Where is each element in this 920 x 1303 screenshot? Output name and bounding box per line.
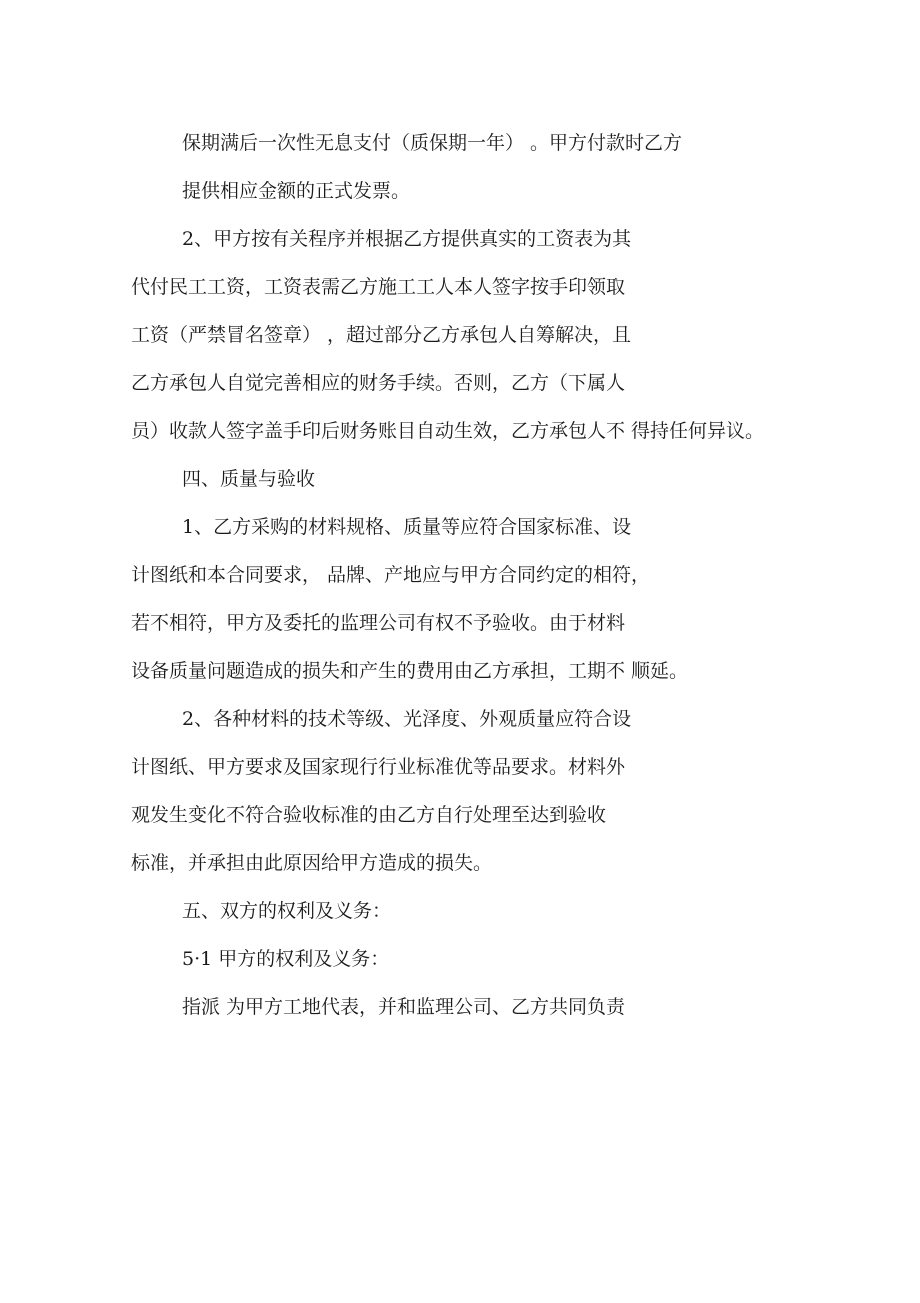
- text-line: 提供相应金额的正式发票。: [182, 180, 411, 202]
- text-line: 观发生变化不符合验收标准的由乙方自行处理至达到验收: [131, 804, 607, 826]
- text-line: 保期满后一次性无息支付（质保期一年） 。甲方付款时乙方: [182, 132, 683, 154]
- text-line: 计图纸和本合同要求， 品牌、产地应与甲方合同约定的相符，: [131, 564, 651, 586]
- clause-2-start: 2、甲方按有关程序并根据乙方提供真实的工资表为其: [182, 228, 632, 250]
- text-line: 指派 为甲方工地代表，并和监理公司、乙方共同负责: [182, 996, 626, 1018]
- subsection-heading-5-1: 5·1 甲方的权利及义务：: [182, 948, 390, 970]
- text-line: 员）收款人签字盖手印后财务账目自动生效，乙方承包人不 得持任何异议。: [131, 420, 765, 442]
- text-line: 计图纸、甲方要求及国家现行行业标准优等品要求。材料外: [131, 756, 626, 778]
- clause-2-start: 2、各种材料的技术等级、光泽度、外观质量应符合设: [182, 708, 632, 730]
- section-heading-quality: 四、质量与验收: [182, 468, 316, 490]
- text-line: 设备质量问题造成的损失和产生的费用由乙方承担，工期不 顺延。: [131, 660, 689, 682]
- text-line: 乙方承包人自觉完善相应的财务手续。否则，乙方（下属人: [131, 372, 626, 394]
- text-line: 工资（严禁冒名签章） ，超过部分乙方承包人自筹解决，且: [131, 324, 632, 346]
- text-line: 若不相符，甲方及委托的监理公司有权不予验收。由于材料: [131, 612, 626, 634]
- text-line: 代付民工工资，工资表需乙方施工工人本人签字按手印领取: [131, 276, 626, 298]
- text-line: 标准，并承担由此原因给甲方造成的损失。: [131, 852, 493, 874]
- clause-1-start: 1、乙方采购的材料规格、质量等应符合国家标准、设: [182, 516, 632, 538]
- section-heading-rights: 五、双方的权利及义务：: [182, 900, 392, 922]
